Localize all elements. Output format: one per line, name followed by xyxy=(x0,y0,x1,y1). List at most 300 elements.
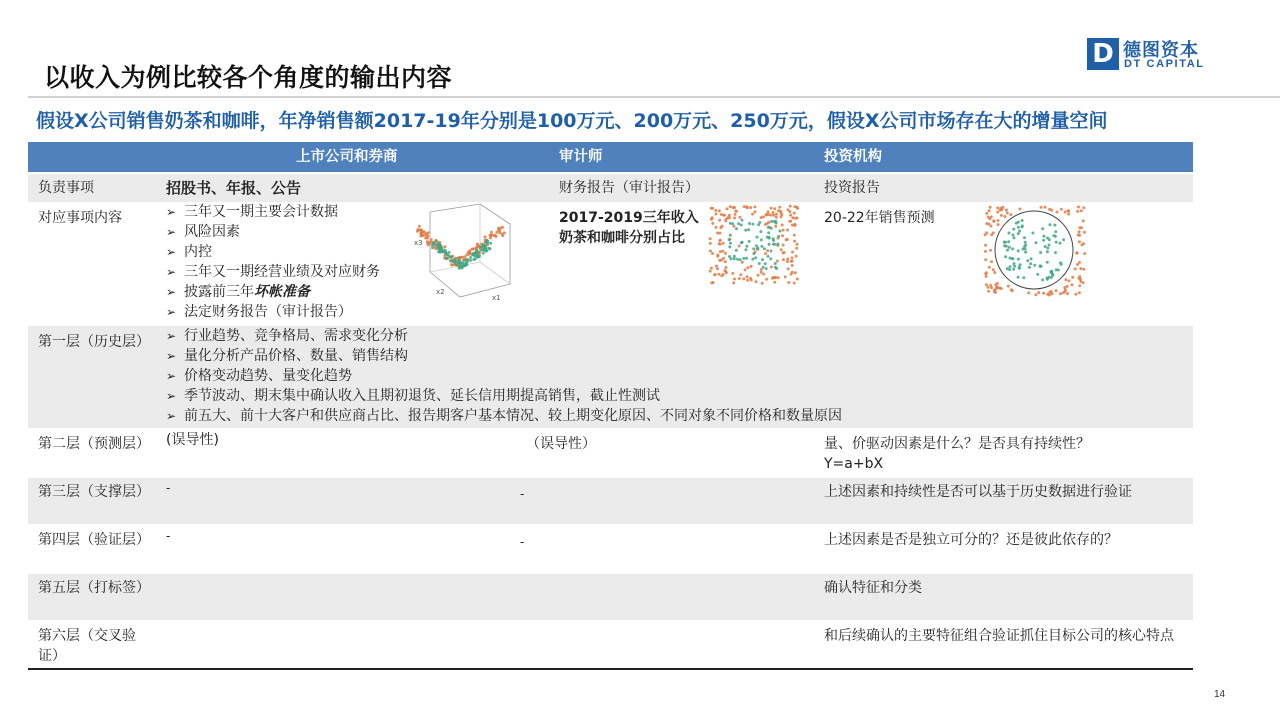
decorative-dot xyxy=(782,258,785,261)
decorative-dot xyxy=(789,205,792,208)
decorative-dot xyxy=(756,247,759,250)
cell-auditor: （误导性） xyxy=(526,436,596,452)
decorative-dot xyxy=(987,286,990,289)
decorative-dot xyxy=(709,250,712,253)
table-header xyxy=(28,142,1193,172)
decorative-dot xyxy=(486,242,489,245)
decorative-dot xyxy=(1054,251,1057,254)
decorative-dot xyxy=(765,267,768,270)
decorative-dot xyxy=(450,263,453,266)
decorative-dot xyxy=(742,257,745,260)
decorative-dot xyxy=(760,271,763,274)
decorative-dot xyxy=(472,248,475,251)
company-logo xyxy=(1087,38,1237,74)
decorative-dot xyxy=(724,266,727,269)
decorative-dot xyxy=(773,207,776,210)
decorative-dot xyxy=(1013,262,1016,265)
cell-investor: 确认特征和分类 xyxy=(824,580,922,596)
decorative-dot xyxy=(720,213,723,216)
decorative-dot xyxy=(1018,208,1021,211)
decorative-dot xyxy=(439,245,442,248)
decorative-dot xyxy=(754,256,757,259)
decorative-dot xyxy=(1078,284,1081,287)
decorative-dot xyxy=(770,250,773,253)
decorative-dot xyxy=(985,231,988,234)
decorative-dot xyxy=(739,273,742,276)
decorative-dot xyxy=(771,277,774,280)
decorative-dot xyxy=(728,245,731,248)
decorative-dot xyxy=(984,258,987,261)
decorative-dot xyxy=(794,271,797,274)
row-label: 第六层（交叉验证） xyxy=(38,628,136,664)
decorative-dot xyxy=(718,219,721,222)
decorative-dot xyxy=(1067,213,1070,216)
decorative-dot xyxy=(1018,267,1021,270)
decorative-dot xyxy=(1013,236,1016,239)
decorative-dot xyxy=(490,234,493,237)
row-label: 第一层（历史层） xyxy=(38,334,150,350)
decorative-dot xyxy=(793,234,796,237)
decorative-dot xyxy=(733,278,736,281)
decorative-dot xyxy=(987,216,990,219)
decorative-dot xyxy=(988,266,991,269)
decorative-dot xyxy=(772,243,775,246)
page-title: 以收入为例比较各个角度的输出内容 xyxy=(44,63,453,92)
decorative-dot xyxy=(1060,208,1063,211)
list-item: ➢ 法定财务报告（审计报告） xyxy=(166,302,380,322)
decorative-dot xyxy=(1053,224,1056,227)
decorative-dot xyxy=(745,257,748,260)
decorative-dot xyxy=(759,230,762,233)
decorative-dot xyxy=(1080,209,1083,212)
decorative-dot xyxy=(777,209,780,212)
decorative-dot xyxy=(738,216,741,219)
decorative-dot xyxy=(1024,241,1027,244)
cell-listed: - xyxy=(166,529,171,543)
decorative-dot xyxy=(1027,291,1030,294)
decorative-dot xyxy=(746,279,749,282)
decorative-dot xyxy=(711,222,714,225)
decorative-dot xyxy=(1050,290,1053,293)
decorative-dot xyxy=(464,263,467,266)
decorative-dot xyxy=(1003,241,1006,244)
decorative-dot xyxy=(739,258,742,261)
page-number: 14 xyxy=(1214,689,1226,700)
decorative-dot xyxy=(1029,262,1032,265)
decorative-dot xyxy=(1008,265,1011,268)
decorative-dot xyxy=(762,266,765,269)
decorative-dot xyxy=(495,231,498,234)
decorative-dot xyxy=(472,252,475,255)
decorative-dot xyxy=(791,251,794,254)
decorative-dot xyxy=(1034,241,1037,244)
decorative-dot xyxy=(770,220,773,223)
decorative-dot xyxy=(495,235,498,238)
decorative-dot xyxy=(719,226,722,229)
row-label: 第五层（打标签） xyxy=(38,580,150,596)
decorative-dot xyxy=(709,237,712,240)
decorative-dot xyxy=(1067,210,1070,213)
decorative-dot xyxy=(426,237,429,240)
cell-listed: 招股书、年报、公告 xyxy=(166,179,302,197)
table-row xyxy=(28,430,1193,476)
cell-auditor: 财务报告（审计报告） xyxy=(559,180,699,196)
decorative-dot xyxy=(1076,210,1079,213)
row-label: 对应事项内容 xyxy=(38,210,122,226)
decorative-dot xyxy=(427,243,430,246)
decorative-dot xyxy=(443,245,446,248)
decorative-dot xyxy=(767,255,770,258)
list-item: ➢ 风险因素 xyxy=(166,222,380,242)
decorative-dot xyxy=(761,258,764,261)
decorative-dot xyxy=(736,258,739,261)
decorative-dot xyxy=(1005,209,1008,212)
decorative-dot xyxy=(744,248,747,251)
decorative-dot xyxy=(1082,281,1085,284)
scatter-3d-points xyxy=(416,225,506,270)
decorative-dot xyxy=(419,232,422,235)
decorative-dot xyxy=(1048,244,1051,247)
decorative-dot xyxy=(1037,291,1040,294)
decorative-dot xyxy=(1077,233,1080,236)
decorative-dot xyxy=(990,286,993,289)
decorative-dot xyxy=(418,225,421,228)
decorative-dot xyxy=(435,239,438,242)
decorative-dot xyxy=(985,283,988,286)
header-auditor: 审计师 xyxy=(559,149,603,165)
decorative-dot xyxy=(469,256,472,259)
decorative-dot xyxy=(742,277,745,280)
decorative-dot xyxy=(753,205,756,208)
decorative-dot xyxy=(787,281,790,284)
list-item-text: 披露前三年 xyxy=(184,284,254,300)
decorative-dot xyxy=(777,235,780,238)
decorative-dot xyxy=(1012,234,1015,237)
decorative-dot xyxy=(764,252,767,255)
decorative-dot xyxy=(1006,212,1009,215)
decorative-dot xyxy=(1001,206,1004,209)
decorative-dot xyxy=(463,259,466,262)
decorative-dot xyxy=(733,257,736,260)
decorative-dot xyxy=(755,280,758,283)
decorative-dot xyxy=(776,244,779,247)
row-label: 第三层（支撑层） xyxy=(38,484,150,500)
decorative-dot xyxy=(780,215,783,218)
decorative-dot xyxy=(782,244,785,247)
decorative-dot xyxy=(1082,268,1085,271)
decorative-dot xyxy=(791,224,794,227)
scatter-circle-illustration xyxy=(982,204,1088,298)
decorative-dot xyxy=(1082,206,1085,209)
decorative-dot xyxy=(735,249,738,252)
list-item: ➢ 价格变动趋势、量变化趋势 xyxy=(166,366,842,386)
decorative-dot xyxy=(764,262,767,265)
decorative-dot xyxy=(462,265,465,268)
decorative-dot xyxy=(714,213,717,216)
decorative-dot xyxy=(1078,230,1081,233)
row-label: 第二层（预测层） xyxy=(38,436,150,452)
decorative-dot xyxy=(787,267,790,270)
decorative-dot xyxy=(1039,251,1042,254)
decorative-dot xyxy=(722,273,725,276)
cell-investor: 20-22年销售预测 xyxy=(824,210,935,226)
logo-english-name: DT CAPITAL xyxy=(1124,58,1205,70)
history-analysis-list xyxy=(166,326,842,426)
decorative-dot xyxy=(490,231,493,234)
decorative-dot xyxy=(1056,211,1059,214)
decorative-dot xyxy=(721,250,724,253)
logo-mark-letter: D xyxy=(1092,39,1114,69)
decorative-dot xyxy=(768,243,771,246)
decorative-dot xyxy=(1064,278,1067,281)
decorative-dot xyxy=(1042,292,1045,295)
decorative-dot xyxy=(1011,289,1014,292)
decorative-dot xyxy=(748,222,751,225)
list-item: ➢ 前五大、前十大客户和供应商占比、报告期客户基本情况、较上期变化原因、不同对象不同价格和数量原因 xyxy=(166,406,842,426)
decorative-dot xyxy=(1018,230,1021,233)
cell-auditor-line2: 奶茶和咖啡分别占比 xyxy=(559,230,685,246)
decorative-dot xyxy=(1017,249,1020,252)
table-row xyxy=(28,202,1193,324)
list-item: ➢ 三年又一期主要会计数据 xyxy=(166,202,380,222)
decorative-dot xyxy=(1017,221,1020,224)
decorative-dot xyxy=(720,259,723,262)
title-divider xyxy=(28,96,1280,98)
decorative-dot xyxy=(432,242,435,245)
decorative-dot xyxy=(1055,241,1058,244)
decorative-dot xyxy=(1062,238,1065,241)
decorative-dot xyxy=(992,268,995,271)
decorative-dot xyxy=(745,245,748,248)
decorative-dot xyxy=(1074,267,1077,270)
decorative-dot xyxy=(442,249,445,252)
decorative-dot xyxy=(1067,279,1070,282)
decorative-dot xyxy=(1077,206,1080,209)
decorative-dot xyxy=(1009,213,1012,216)
decorative-dot xyxy=(1044,206,1047,209)
decorative-dot xyxy=(1055,289,1058,292)
decorative-dot xyxy=(770,207,773,210)
decorative-dot xyxy=(996,211,999,214)
decorative-dot xyxy=(482,244,485,247)
decorative-dot xyxy=(773,220,776,223)
axis-label-x2: x2 xyxy=(436,288,445,296)
decorative-dot xyxy=(1007,240,1010,243)
decorative-dot xyxy=(484,235,487,238)
decorative-dot xyxy=(775,216,778,219)
decorative-dot xyxy=(485,249,488,252)
decorative-dot xyxy=(733,216,736,219)
decorative-dot xyxy=(1022,276,1025,279)
table-row xyxy=(28,622,1193,668)
decorative-dot xyxy=(448,251,451,254)
scatter-square-illustration xyxy=(706,202,802,288)
decorative-dot xyxy=(789,214,792,217)
decorative-dot xyxy=(449,259,452,262)
decorative-dot xyxy=(774,266,777,269)
decorative-dot xyxy=(747,228,750,231)
decorative-dot xyxy=(1034,293,1037,296)
decorative-dot xyxy=(1008,232,1011,235)
decorative-dot xyxy=(732,281,735,284)
decorative-dot xyxy=(1046,250,1049,253)
cell-auditor: - xyxy=(520,487,525,501)
decorative-dot xyxy=(774,276,777,279)
decorative-dot xyxy=(984,244,987,247)
decorative-dot xyxy=(767,231,770,234)
decorative-dot xyxy=(1078,261,1081,264)
decorative-dot xyxy=(501,226,504,229)
decorative-dot xyxy=(765,213,768,216)
decorative-dot xyxy=(783,251,786,254)
scatter-circle-points xyxy=(984,206,1087,297)
decorative-dot xyxy=(780,212,783,215)
decorative-dot xyxy=(709,242,712,245)
decorative-dot xyxy=(988,209,991,212)
decorative-dot xyxy=(741,219,744,222)
decorative-dot xyxy=(990,260,993,263)
decorative-dot xyxy=(1052,234,1055,237)
decorative-dot xyxy=(723,214,726,217)
list-item xyxy=(166,282,380,302)
decorative-dot xyxy=(1048,223,1051,226)
list-item: ➢ 量化分析产品价格、数量、销售结构 xyxy=(166,346,842,366)
decorative-dot xyxy=(1004,255,1007,258)
decorative-dot xyxy=(1078,240,1081,243)
decorative-dot xyxy=(789,220,792,223)
decorative-dot xyxy=(749,206,752,209)
decorative-dot xyxy=(1011,257,1014,260)
decorative-dot xyxy=(997,223,1000,226)
decorative-dot xyxy=(754,210,757,213)
decorative-dot xyxy=(743,205,746,208)
decorative-dot xyxy=(420,229,423,232)
decorative-dot xyxy=(716,267,719,270)
decorative-dot xyxy=(780,248,783,251)
axis-label-x3: x3 xyxy=(414,239,423,247)
decorative-dot xyxy=(714,209,717,212)
decorative-dot xyxy=(782,229,785,232)
decorative-dot xyxy=(989,249,992,252)
decorative-dot xyxy=(710,207,713,210)
decorative-dot xyxy=(770,227,773,230)
decorative-dot xyxy=(778,230,781,233)
decorative-dot xyxy=(1042,239,1045,242)
decorative-dot xyxy=(1008,268,1011,271)
decorative-dot xyxy=(777,276,780,279)
scenario-assumption: 假设X公司销售奶茶和咖啡，年净销售额2017-19年分别是100万元、200万元、250万元，假设X公司市场存在大的增量空间 xyxy=(36,110,1108,132)
decorative-dot xyxy=(793,282,796,285)
decorative-dot xyxy=(1054,230,1057,233)
decorative-dot xyxy=(726,207,729,210)
decorative-dot xyxy=(1071,276,1074,279)
list-item: ➢ 内控 xyxy=(166,242,380,262)
decorative-dot xyxy=(985,212,988,215)
decorative-dot xyxy=(710,267,713,270)
decorative-dot xyxy=(737,222,740,225)
decorative-dot xyxy=(760,245,763,248)
decorative-dot xyxy=(746,266,749,269)
decorative-dot xyxy=(996,207,999,210)
decorative-dot xyxy=(452,259,455,262)
decorative-dot xyxy=(469,259,472,262)
decorative-dot xyxy=(1013,265,1016,268)
decorative-dot xyxy=(757,274,760,277)
decorative-dot xyxy=(1078,275,1081,278)
decorative-dot xyxy=(1041,278,1044,281)
decorative-dot xyxy=(1050,276,1053,279)
decorative-dot xyxy=(761,282,764,285)
decorative-dot xyxy=(989,284,992,287)
axis-label-x1: x1 xyxy=(492,294,501,302)
table-row xyxy=(28,326,1193,428)
decorative-dot xyxy=(766,249,769,252)
decorative-dot xyxy=(1050,270,1053,273)
decorative-dot xyxy=(1070,283,1073,286)
decorative-dot xyxy=(760,216,763,219)
decorative-dot xyxy=(1007,285,1010,288)
decorative-dot xyxy=(1059,292,1062,295)
logo-mark xyxy=(1087,38,1119,70)
decorative-dot xyxy=(744,268,747,271)
decorative-dot xyxy=(786,260,789,263)
decorative-dot xyxy=(781,234,784,237)
decorative-dot xyxy=(773,281,776,284)
decorative-dot xyxy=(795,255,798,258)
cell-investor: 上述因素是否是独立可分的？还是彼此依存的？ xyxy=(824,532,1118,548)
decorative-dot xyxy=(741,241,744,244)
decorative-dot xyxy=(1024,251,1027,254)
decorative-dot xyxy=(987,290,990,293)
disclosure-list xyxy=(166,202,380,322)
decorative-dot xyxy=(711,252,714,255)
decorative-dot xyxy=(724,260,727,263)
decorative-dot xyxy=(482,248,485,251)
decorative-dot xyxy=(769,257,772,260)
decorative-dot xyxy=(734,210,737,213)
decorative-dot xyxy=(757,223,760,226)
decorative-dot xyxy=(722,242,725,245)
decorative-dot xyxy=(1079,267,1082,270)
decorative-dot xyxy=(740,224,743,227)
decorative-dot xyxy=(1059,261,1062,264)
decorative-dot xyxy=(1021,225,1024,228)
decorative-dot xyxy=(729,242,732,245)
decorative-dot xyxy=(734,213,737,216)
decorative-dot xyxy=(770,266,773,269)
decorative-dot xyxy=(750,279,753,282)
decorative-dot xyxy=(1039,264,1042,267)
decorative-dot xyxy=(1003,215,1006,218)
decorative-dot xyxy=(711,216,714,219)
decorative-dot xyxy=(718,209,721,212)
decorative-dot xyxy=(449,256,452,259)
decorative-dot xyxy=(989,225,992,228)
decorative-dot xyxy=(1000,214,1003,217)
decorative-dot xyxy=(445,257,448,260)
decorative-dot xyxy=(725,218,728,221)
decorative-dot xyxy=(729,234,732,237)
decorative-dot xyxy=(731,222,734,225)
decorative-dot xyxy=(767,226,770,229)
decorative-dot xyxy=(1036,273,1039,276)
decorative-dot xyxy=(1080,226,1083,229)
decorative-dot xyxy=(474,257,477,260)
decorative-dot xyxy=(717,273,720,276)
decorative-dot xyxy=(1078,291,1081,294)
decorative-dot xyxy=(758,262,761,265)
decorative-dot xyxy=(791,256,794,259)
